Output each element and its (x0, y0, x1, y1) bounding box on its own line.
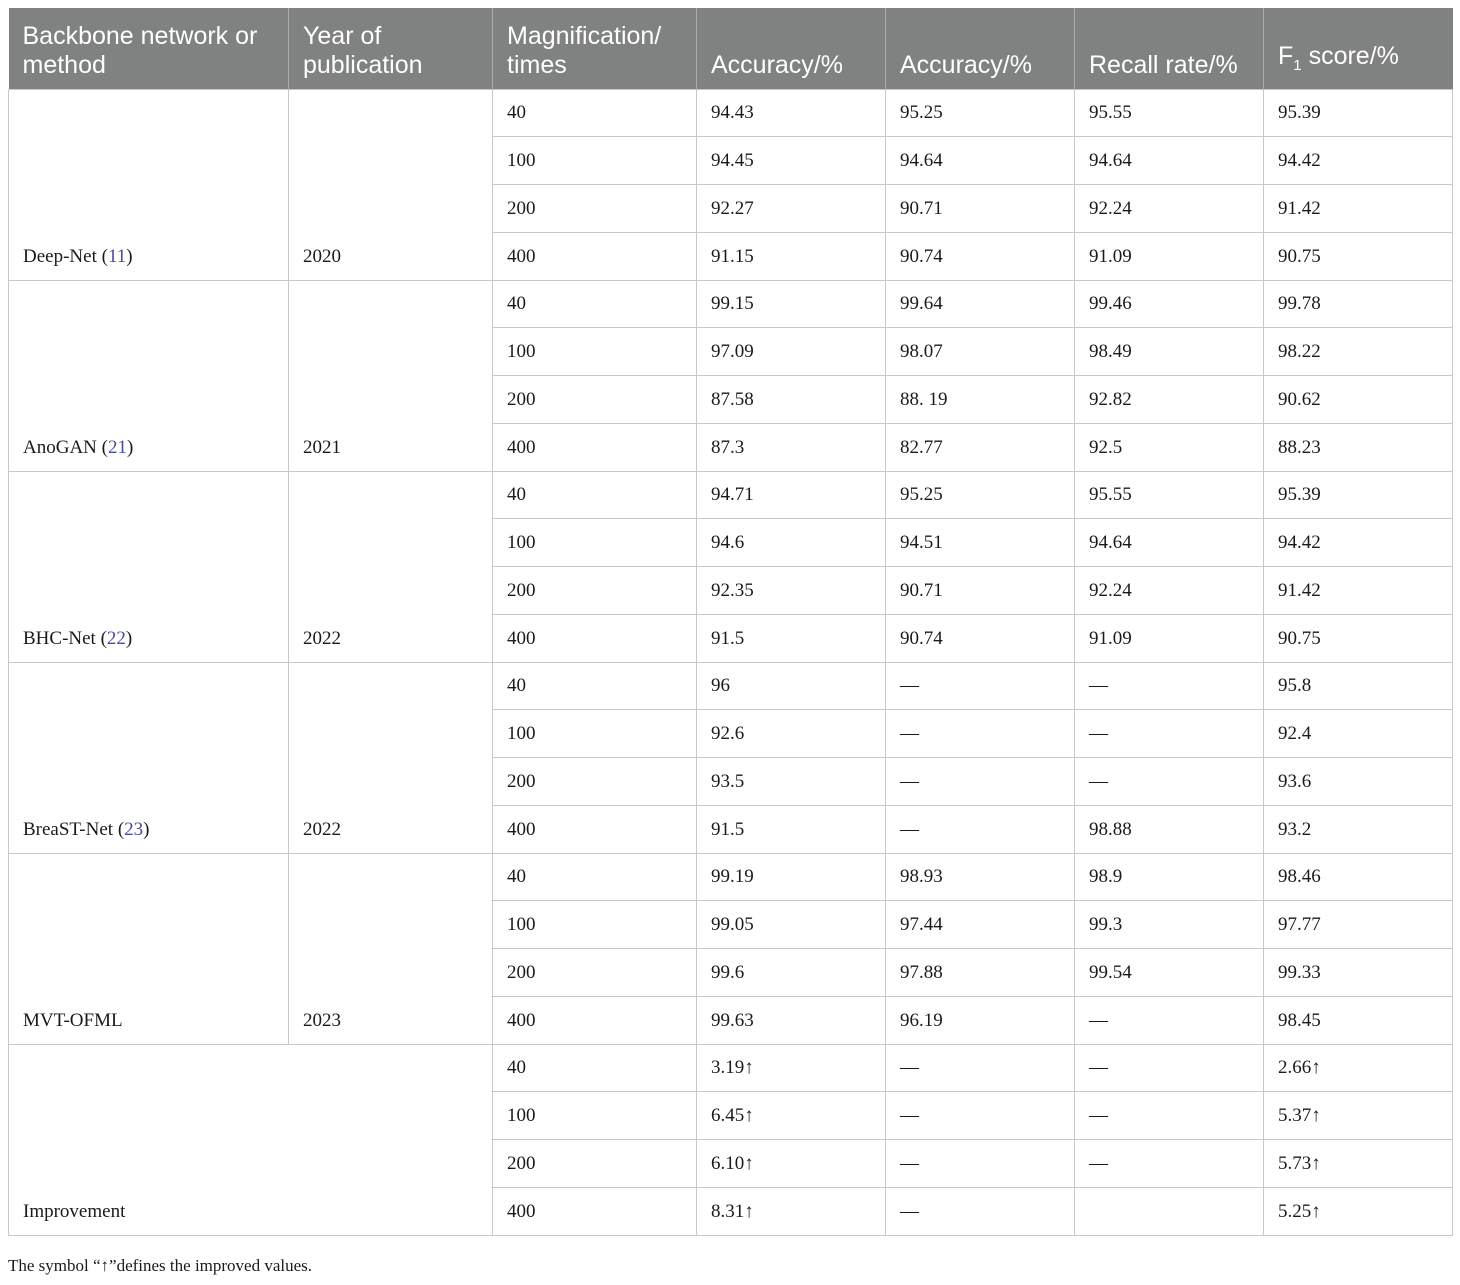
header-recall: Recall rate/% (1075, 8, 1264, 90)
header-year: Year of publication (289, 8, 493, 90)
magnification-cell: 400 (493, 615, 697, 663)
header-f1: $F_1$ score/% (1264, 8, 1453, 90)
accuracy-1-cell: 6.45↑ (697, 1092, 886, 1140)
accuracy-2-cell: — (886, 1092, 1075, 1140)
magnification-cell: 100 (493, 901, 697, 949)
recall-cell: 91.09 (1075, 233, 1264, 281)
f1-cell: 5.25↑ (1264, 1188, 1453, 1236)
accuracy-1-cell: 92.6 (697, 710, 886, 758)
reference-link[interactable]: 22 (106, 628, 126, 649)
accuracy-2-cell: 95.25 (886, 472, 1075, 519)
accuracy-2-cell: 90.74 (886, 615, 1075, 663)
f1-cell: 98.46 (1264, 854, 1453, 901)
method-name: MVT-OFML (23, 1010, 123, 1031)
accuracy-1-cell: 91.5 (697, 806, 886, 854)
table-body (9, 90, 1453, 1236)
f1-cell: 90.75 (1264, 615, 1453, 663)
recall-cell: 98.88 (1075, 806, 1264, 854)
magnification-cell: 200 (493, 567, 697, 615)
year-cell: 2020 (289, 90, 493, 281)
f1-cell: 91.42 (1264, 567, 1453, 615)
year-cell: 2021 (289, 281, 493, 472)
f1-cell: 95.39 (1264, 90, 1453, 137)
accuracy-2-cell: 82.77 (886, 424, 1075, 472)
improvement-label-cell: Improvement (9, 1045, 493, 1236)
f1-cell: 90.75 (1264, 233, 1453, 281)
table-row (9, 472, 1453, 519)
magnification-cell: 100 (493, 710, 697, 758)
method-name: AnoGAN (23, 437, 97, 458)
f1-cell: 94.42 (1264, 519, 1453, 567)
recall-cell: — (1075, 710, 1264, 758)
f1-cell: 88.23 (1264, 424, 1453, 472)
reference-link[interactable]: 21 (107, 437, 127, 458)
magnification-cell: 100 (493, 328, 697, 376)
accuracy-2-cell: 90.71 (886, 567, 1075, 615)
recall-cell: — (1075, 1092, 1264, 1140)
header-magnification: Magnification/ times (493, 8, 697, 90)
recall-cell: 94.64 (1075, 137, 1264, 185)
method-name-cell: AnoGAN (21) (9, 281, 289, 472)
f1-cell: 95.39 (1264, 472, 1453, 519)
f1-cell: 90.62 (1264, 376, 1453, 424)
method-name: BHC-Net (23, 628, 96, 649)
recall-cell: 95.55 (1075, 472, 1264, 519)
accuracy-1-cell: 3.19↑ (697, 1045, 886, 1092)
f1-cell: 5.73↑ (1264, 1140, 1453, 1188)
accuracy-2-cell: — (886, 710, 1075, 758)
accuracy-1-cell: 94.6 (697, 519, 886, 567)
method-name-cell: BHC-Net (22) (9, 472, 289, 663)
header-accuracy-2: Accuracy/% (886, 8, 1075, 90)
accuracy-1-cell: 6.10↑ (697, 1140, 886, 1188)
accuracy-2-cell: 88. 19 (886, 376, 1075, 424)
accuracy-2-cell: 94.64 (886, 137, 1075, 185)
accuracy-2-cell: 98.93 (886, 854, 1075, 901)
recall-cell: 91.09 (1075, 615, 1264, 663)
magnification-cell: 400 (493, 233, 697, 281)
table-row (9, 854, 1453, 901)
accuracy-1-cell: 99.05 (697, 901, 886, 949)
method-name: Deep-Net (23, 246, 97, 267)
accuracy-1-cell: 99.6 (697, 949, 886, 997)
recall-cell: — (1075, 1045, 1264, 1092)
accuracy-1-cell: 91.5 (697, 615, 886, 663)
recall-cell: 92.24 (1075, 185, 1264, 233)
accuracy-2-cell: — (886, 1140, 1075, 1188)
recall-cell: 92.82 (1075, 376, 1264, 424)
accuracy-1-cell: 99.63 (697, 997, 886, 1045)
year-cell: 2022 (289, 663, 493, 854)
accuracy-2-cell: 99.64 (886, 281, 1075, 328)
accuracy-1-cell: 99.15 (697, 281, 886, 328)
table-row (9, 281, 1453, 328)
accuracy-1-cell: 94.71 (697, 472, 886, 519)
recall-cell: 94.64 (1075, 519, 1264, 567)
accuracy-1-cell: 91.15 (697, 233, 886, 281)
reference-link[interactable]: 23 (124, 819, 144, 840)
f1-cell: 97.77 (1264, 901, 1453, 949)
magnification-cell: 200 (493, 376, 697, 424)
magnification-cell: 200 (493, 758, 697, 806)
f1-cell: 98.22 (1264, 328, 1453, 376)
accuracy-2-cell: — (886, 1188, 1075, 1236)
recall-cell: — (1075, 997, 1264, 1045)
accuracy-2-cell: 90.74 (886, 233, 1075, 281)
header-method: Backbone network or method (9, 8, 289, 90)
magnification-cell: 200 (493, 949, 697, 997)
accuracy-1-cell: 87.58 (697, 376, 886, 424)
recall-cell: 95.55 (1075, 90, 1264, 137)
accuracy-2-cell: — (886, 1045, 1075, 1092)
recall-cell: 92.24 (1075, 567, 1264, 615)
accuracy-2-cell: 94.51 (886, 519, 1075, 567)
table-row (9, 1045, 1453, 1092)
accuracy-1-cell: 92.27 (697, 185, 886, 233)
table-header (9, 8, 1453, 90)
accuracy-2-cell: — (886, 806, 1075, 854)
magnification-cell: 40 (493, 854, 697, 901)
f1-cell: 99.33 (1264, 949, 1453, 997)
magnification-cell: 40 (493, 90, 697, 137)
accuracy-1-cell: 92.35 (697, 567, 886, 615)
recall-cell: 99.54 (1075, 949, 1264, 997)
recall-cell: — (1075, 1140, 1264, 1188)
year-cell: 2023 (289, 854, 493, 1045)
f1-cell: 99.78 (1264, 281, 1453, 328)
f1-cell: 95.8 (1264, 663, 1453, 710)
f1-cell: 93.6 (1264, 758, 1453, 806)
magnification-cell: 100 (493, 137, 697, 185)
method-name-cell: Deep-Net (11) (9, 90, 289, 281)
magnification-cell: 100 (493, 519, 697, 567)
table-row (9, 663, 1453, 710)
method-name-cell: BreaST-Net (23) (9, 663, 289, 854)
f1-cell: 2.66↑ (1264, 1045, 1453, 1092)
accuracy-2-cell: 90.71 (886, 185, 1075, 233)
accuracy-1-cell: 97.09 (697, 328, 886, 376)
method-name: BreaST-Net (23, 819, 114, 840)
magnification-cell: 40 (493, 472, 697, 519)
accuracy-1-cell: 8.31↑ (697, 1188, 886, 1236)
table-row (9, 90, 1453, 137)
f1-cell: 98.45 (1264, 997, 1453, 1045)
f1-cell: 5.37↑ (1264, 1092, 1453, 1140)
header-accuracy-1: Accuracy/% (697, 8, 886, 90)
magnification-cell: 200 (493, 185, 697, 233)
accuracy-2-cell: — (886, 663, 1075, 710)
accuracy-1-cell: 93.5 (697, 758, 886, 806)
reference-link[interactable]: 11 (107, 246, 127, 267)
year-cell: 2022 (289, 472, 493, 663)
accuracy-2-cell: 97.88 (886, 949, 1075, 997)
accuracy-2-cell: 98.07 (886, 328, 1075, 376)
accuracy-1-cell: 96 (697, 663, 886, 710)
recall-cell: — (1075, 663, 1264, 710)
accuracy-1-cell: 94.45 (697, 137, 886, 185)
magnification-cell: 400 (493, 806, 697, 854)
magnification-cell: 40 (493, 1045, 697, 1092)
magnification-cell: 200 (493, 1140, 697, 1188)
recall-cell: 92.5 (1075, 424, 1264, 472)
accuracy-1-cell: 94.43 (697, 90, 886, 137)
recall-cell: — (1075, 758, 1264, 806)
accuracy-2-cell: 95.25 (886, 90, 1075, 137)
table-footnote: The symbol “↑”defines the improved values. (8, 1256, 313, 1275)
accuracy-2-cell: 96.19 (886, 997, 1075, 1045)
magnification-cell: 40 (493, 281, 697, 328)
f1-cell: 92.4 (1264, 710, 1453, 758)
f1-cell: 91.42 (1264, 185, 1453, 233)
magnification-cell: 400 (493, 997, 697, 1045)
accuracy-1-cell: 99.19 (697, 854, 886, 901)
accuracy-1-cell: 87.3 (697, 424, 886, 472)
header-row (9, 8, 1453, 90)
f1-cell: 94.42 (1264, 137, 1453, 185)
magnification-cell: 100 (493, 1092, 697, 1140)
results-table-container (8, 8, 1452, 1236)
magnification-cell: 400 (493, 424, 697, 472)
method-name-cell (9, 854, 289, 1045)
recall-cell: 98.9 (1075, 854, 1264, 901)
magnification-cell: 400 (493, 1188, 697, 1236)
accuracy-2-cell: 97.44 (886, 901, 1075, 949)
magnification-cell: 40 (493, 663, 697, 710)
recall-cell (1075, 1188, 1264, 1236)
f1-cell: 93.2 (1264, 806, 1453, 854)
results-table (8, 8, 1453, 1236)
accuracy-2-cell: — (886, 758, 1075, 806)
recall-cell: 99.46 (1075, 281, 1264, 328)
recall-cell: 99.3 (1075, 901, 1264, 949)
recall-cell: 98.49 (1075, 328, 1264, 376)
